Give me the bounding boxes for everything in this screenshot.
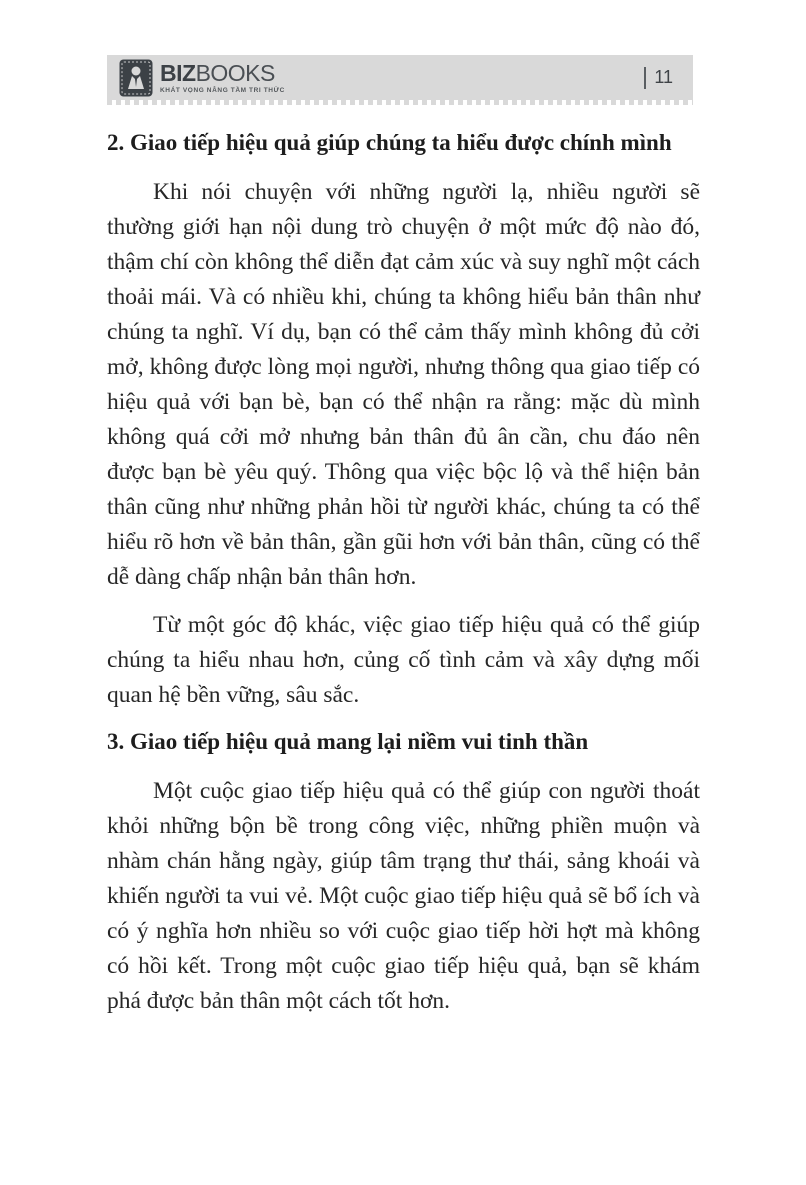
page-number-value: 11 xyxy=(654,67,673,87)
paragraph: Từ một góc độ khác, việc giao tiếp hiệu quả có thể giúp chúng ta hiểu nhau hơn, củng cố tình cảm và xây dựng mối quan hệ bền vững, sâu sắc. xyxy=(107,612,700,708)
brand-biz: BIZ xyxy=(160,59,196,86)
page-content xyxy=(107,0,700,1032)
brand-tagline: KHÁT VỌNG NÂNG TẦM TRI THỨC xyxy=(160,86,285,94)
section-heading-3: 3. Giao tiếp hiệu quả mang lại niềm vui tinh thần xyxy=(107,729,589,754)
brand-books: BOOKS xyxy=(195,59,275,86)
paragraph: Một cuộc giao tiếp hiệu quả có thể giúp con người thoát khỏi những bộn bề trong công việc, những phiền muộn và nhàm chán hằng ngày, giúp tâm trạng thư thái, sảng khoái và khiến người ta vui vẻ. Một cuộc giao tiếp hiệu quả sẽ bổ ích và có ý nghĩa hơn nhiều so với cuộc giao tiếp hời hợt mà không có hồi kết. Trong một cuộc giao tiếp hiệu quả, bạn sẽ khám phá được bản thân một cách tốt hơn. xyxy=(107,778,700,1014)
section-heading-2: 2. Giao tiếp hiệu quả giúp chúng ta hiểu được chính mình xyxy=(107,130,672,155)
paragraph: Khi nói chuyện với những người lạ, nhiều người sẽ thường giới hạn nội dung trò chuyện ở một mức độ nào đó, thậm chí còn không thể diễn đạt cảm xúc và suy nghĩ một cách thoải mái. Và có nhiều khi, chúng ta không hiểu bản thân như chúng ta nghĩ. Ví dụ, bạn có thể cảm thấy mình không đủ cởi mở, không được lòng mọi người, nhưng thông qua giao tiếp có hiệu quả với bạn bè, bạn có thể nhận ra rằng: mặc dù mình không quá cởi mở nhưng bản thân đủ ân cần, chu đáo nên được bạn bè yêu quý. Thông qua việc bộc lộ và thể hiện bản thân cũng như những phản hồi từ người khác, chúng ta có thể hiểu rõ hơn về bản thân, gần gũi hơn với bản thân, cũng có thể dễ dàng chấp nhận bản thân hơn. xyxy=(107,179,700,590)
